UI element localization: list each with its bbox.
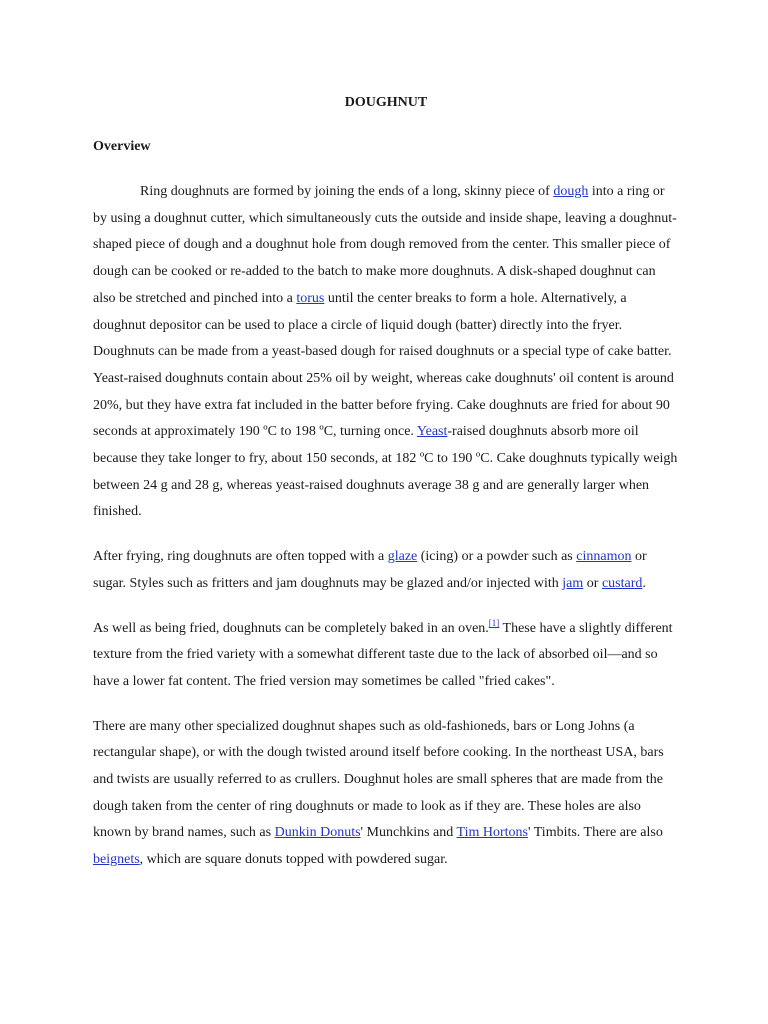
paragraph-2: [93, 544, 679, 597]
link-custard[interactable]: custard: [601, 575, 643, 591]
text-span: These have a slightly different texture from the fried variety with a somewhat different taste due to the lack of absorbed oil—and so have a lower fat content. The fried version may sometimes be called "fried cakes".: [93, 620, 673, 689]
text-span: There are many other specialized doughnut shapes such as old-fashioneds, bars or Long Johns (a rectangular shape), or with the dough twisted around itself before cooking. In the northeast USA, bars and twists are usually referred to as crullers. Doughnut holes are small spheres that are made from the dough taken from the center of ring doughnuts or made to look as if they are. These holes are also known by brand names, such as: [93, 718, 664, 841]
text-span: , which are square donuts topped with powdered sugar.: [139, 852, 448, 868]
link-jam[interactable]: jam: [562, 575, 584, 591]
paragraph-1: [93, 179, 679, 526]
text-span: ' Timbits. There are also: [527, 825, 663, 841]
paragraph-4: [93, 714, 679, 874]
text-span: or sugar. Styles such as fritters and jam doughnuts may be glazed and/or injected with: [93, 549, 647, 591]
link-cinnamon[interactable]: cinnamon: [576, 549, 632, 565]
text-span: ' Munchkins and: [360, 825, 457, 841]
text-span: -raised doughnuts absorb more oil because they take longer to fry, about 150 seconds, at 182 ºC to 190 ºC. Cake doughnuts typically weigh between 24 g and 28 g, whereas yeast-raised doughnuts average 38 g and are generally larger when finished.: [93, 424, 678, 520]
text-span: Ring doughnuts are formed by joining the ends of a long, skinny piece of: [140, 184, 554, 199]
text-span: As well as being fried, doughnuts can be completely baked in an oven.: [93, 620, 489, 636]
link-tim-hortons[interactable]: Tim Hortons: [456, 825, 528, 841]
text-span: .: [642, 575, 646, 591]
text-span: or: [583, 575, 602, 591]
text-span: until the center breaks to form a hole. Alternatively, a doughnut depositor can be used to place a circle of liquid dough (batter) directly into the fryer. Doughnuts can be made from a yeast-based dough for raised doughnuts or a special type of cake batter. Yeast-raised doughnuts contain about 25% oil by weight, whereas cake doughnuts' oil content is around 20%, but they have extra fat included in the batter before frying. Cake doughnuts are fried for about 90 seconds at approximately 190 ºC to 198 ºC, turning once.: [93, 290, 674, 440]
section-heading: Overview: [93, 139, 151, 154]
link-dough[interactable]: dough: [553, 184, 589, 199]
link-torus[interactable]: torus: [296, 290, 325, 306]
link-yeast[interactable]: Yeast: [416, 424, 448, 440]
document-title: DOUGHNUT: [344, 95, 428, 110]
link-glaze[interactable]: glaze: [387, 549, 418, 565]
reference-link-1[interactable]: [1]: [488, 617, 500, 628]
text-span: (icing) or a powder such as: [417, 549, 577, 565]
text-span: into a ring or by using a doughnut cutter, which simultaneously cuts the outside and inside shape, leaving a doughnut-shaped piece of dough and a doughnut hole from dough removed from the center. This smaller piece of dough can be cooked or re-added to the batch to make more doughnuts. A disk-shaped doughnut can also be stretched and pinched into a: [93, 184, 677, 306]
paragraph-3: [93, 616, 679, 696]
text-span: After frying, ring doughnuts are often topped with a: [93, 549, 388, 565]
link-dunkin-donuts[interactable]: Dunkin Donuts: [274, 825, 361, 841]
reference-superscript: [489, 616, 500, 629]
document-page: [93, 93, 679, 892]
link-beignets[interactable]: beignets: [93, 852, 140, 868]
